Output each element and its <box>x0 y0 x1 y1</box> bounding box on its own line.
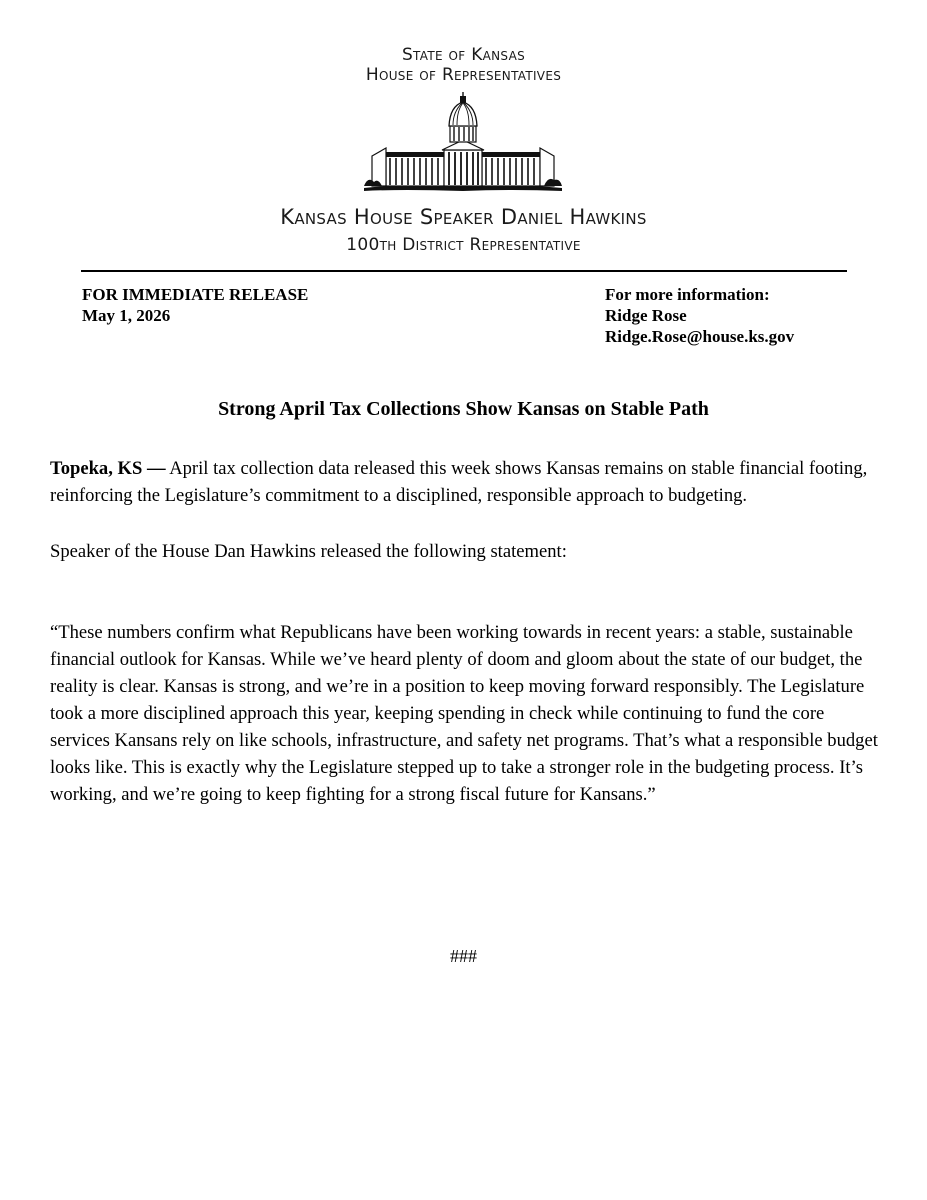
end-mark: ### <box>450 946 477 966</box>
header-divider <box>81 270 847 272</box>
lead-paragraph <box>50 455 880 509</box>
contact-name: Ridge Rose <box>605 306 687 325</box>
letterhead-chamber: House of Representatives <box>365 65 562 85</box>
dateline: Topeka, KS — <box>50 458 166 479</box>
letterhead-district: 100th District Representative <box>346 235 581 255</box>
letterhead-state: State of Kansas <box>401 45 526 65</box>
contact-email[interactable]: Ridge.Rose@house.ks.gov <box>605 327 795 346</box>
release-info <box>82 284 308 326</box>
release-date: May 1, 2026 <box>82 306 171 325</box>
letterhead-speaker: Kansas House Speaker Daniel Hawkins <box>280 205 647 229</box>
capitol-building-icon <box>362 92 564 196</box>
quote-paragraph: “These numbers confirm what Republicans have been working towards in recent years: a stable, sustainable financial outlook for Kansas. While we’ve heard plenty of doom and gloom about the state of our budget, the reality is clear. Kansas is strong, and we’re in a position to keep moving forward responsibly. The Legislature took a more disciplined approach this year, keeping spending in check while continuing to fund the core services Kansans rely on like schools, infrastructure, and safety net programs. That’s what a responsible budget looks like. This is exactly why the Legislature stepped up to take a stronger role in the budgeting process. It’s working, and we’re going to keep fighting for a strong fiscal future for Kansans.” <box>50 622 878 805</box>
press-release-headline: Strong April Tax Collections Show Kansas on Stable Path <box>218 398 709 420</box>
release-status: FOR IMMEDIATE RELEASE <box>82 285 309 304</box>
contact-info <box>605 284 794 347</box>
contact-label: For more information: <box>605 285 770 304</box>
lead-text: April tax collection data released this week shows Kansas remains on stable financial footing, reinforcing the Legislature’s commitment to a disciplined, responsible approach to budgeting. <box>50 458 868 506</box>
intro-paragraph: Speaker of the House Dan Hawkins released the following statement: <box>50 541 567 562</box>
